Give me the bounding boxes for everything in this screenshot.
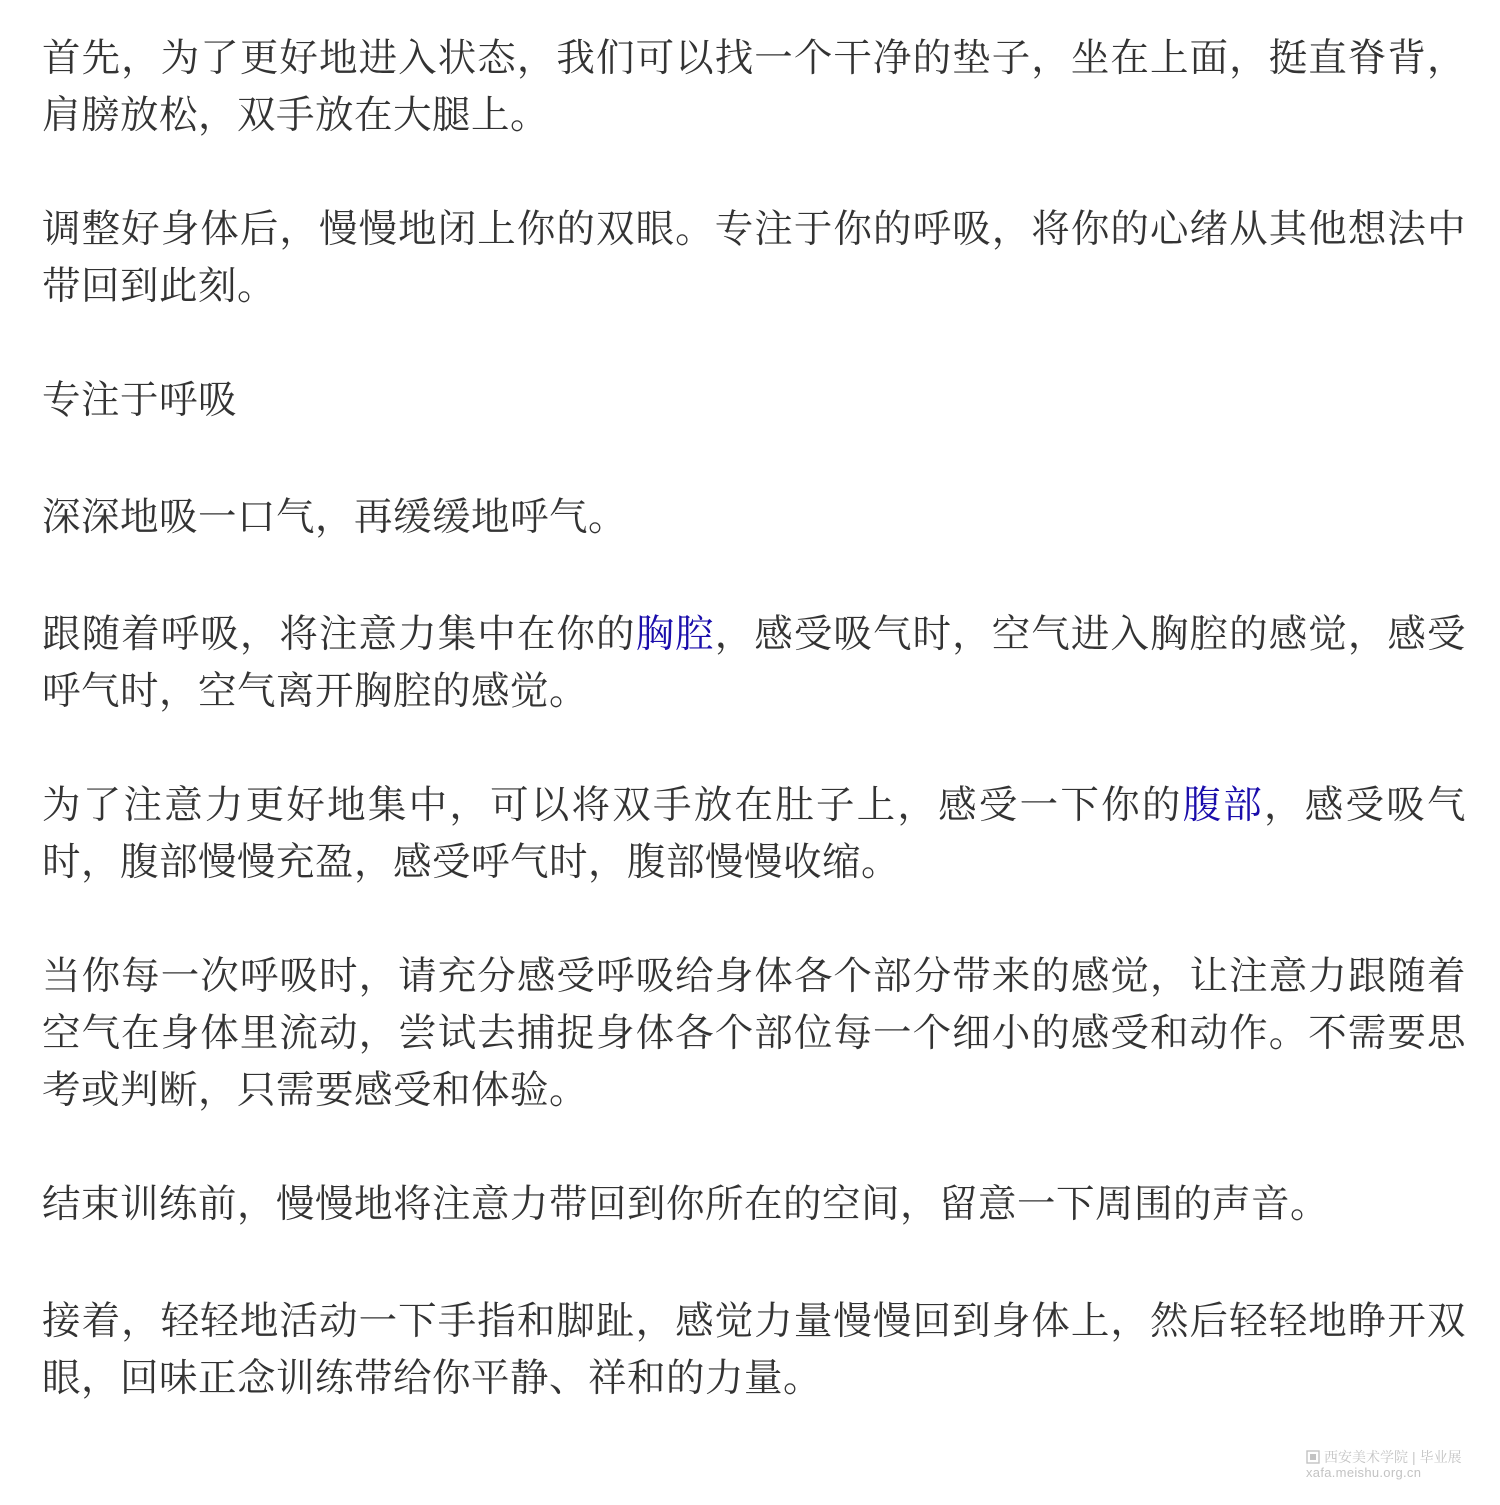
paragraph-posture: 首先，为了更好地进入状态，我们可以找一个干净的垫子，坐在上面，挺直脊背，肩膀放松，双手放在大腿上。 — [42, 36, 1466, 138]
paragraph-abdomen-text-end: ，感受吸气时，腹部慢慢充盈，感受呼气时，腹部慢慢收缩。 — [42, 783, 1466, 885]
watermark-url: xafa.meishu.org.cn — [1306, 1465, 1422, 1480]
section-heading-breathing: 专注于呼吸 — [42, 378, 238, 423]
watermark-org: 西安美术学院 — [1324, 1449, 1408, 1465]
watermark-label: 毕业展 — [1419, 1449, 1462, 1465]
article-body — [42, 30, 1466, 1464]
paragraph-chest — [42, 606, 1466, 720]
paragraph-body-sensations: 当你每一次呼吸时，请充分感受呼吸给身体各个部分带来的感觉，让注意力跟随着空气在身体里流动，尝试去捕捉身体各个部位每一个细小的感受和动作。不需要思考或判断，只需要感受和体验。 — [42, 954, 1466, 1113]
paragraph-deep-breath: 深深地吸一口气，再缓缓地呼气。 — [42, 495, 628, 540]
abdomen-link[interactable]: 腹部 — [1182, 783, 1265, 828]
academy-emblem-icon — [1306, 1450, 1320, 1464]
watermark-top-line — [1306, 1449, 1466, 1465]
paragraph-abdomen — [42, 777, 1466, 891]
paragraph-return-attention: 结束训练前，慢慢地将注意力带回到你所在的空间，留意一下周围的声音。 — [42, 1182, 1330, 1227]
watermark — [1306, 1449, 1466, 1483]
paragraph-close-eyes: 调整好身体后，慢慢地闭上你的双眼。专注于你的呼吸，将你的心绪从其他想法中带回到此刻。 — [42, 207, 1466, 309]
paragraph-closing: 接着，轻轻地活动一下手指和脚趾，感觉力量慢慢回到身体上，然后轻轻地睁开双眼，回味正念训练带给你平静、祥和的力量。 — [42, 1299, 1466, 1401]
chest-link[interactable]: 胸腔 — [635, 612, 715, 657]
paragraph-chest-text-start: 跟随着呼吸，将注意力集中在你的 — [42, 612, 636, 657]
watermark-separator: | — [1412, 1449, 1416, 1465]
paragraph-abdomen-text-start: 为了注意力更好地集中，可以将双手放在肚子上，感受一下你的 — [42, 783, 1183, 828]
paragraph-chest-text-end: ，感受吸气时，空气进入胸腔的感觉，感受呼气时，空气离开胸腔的感觉。 — [42, 612, 1466, 714]
